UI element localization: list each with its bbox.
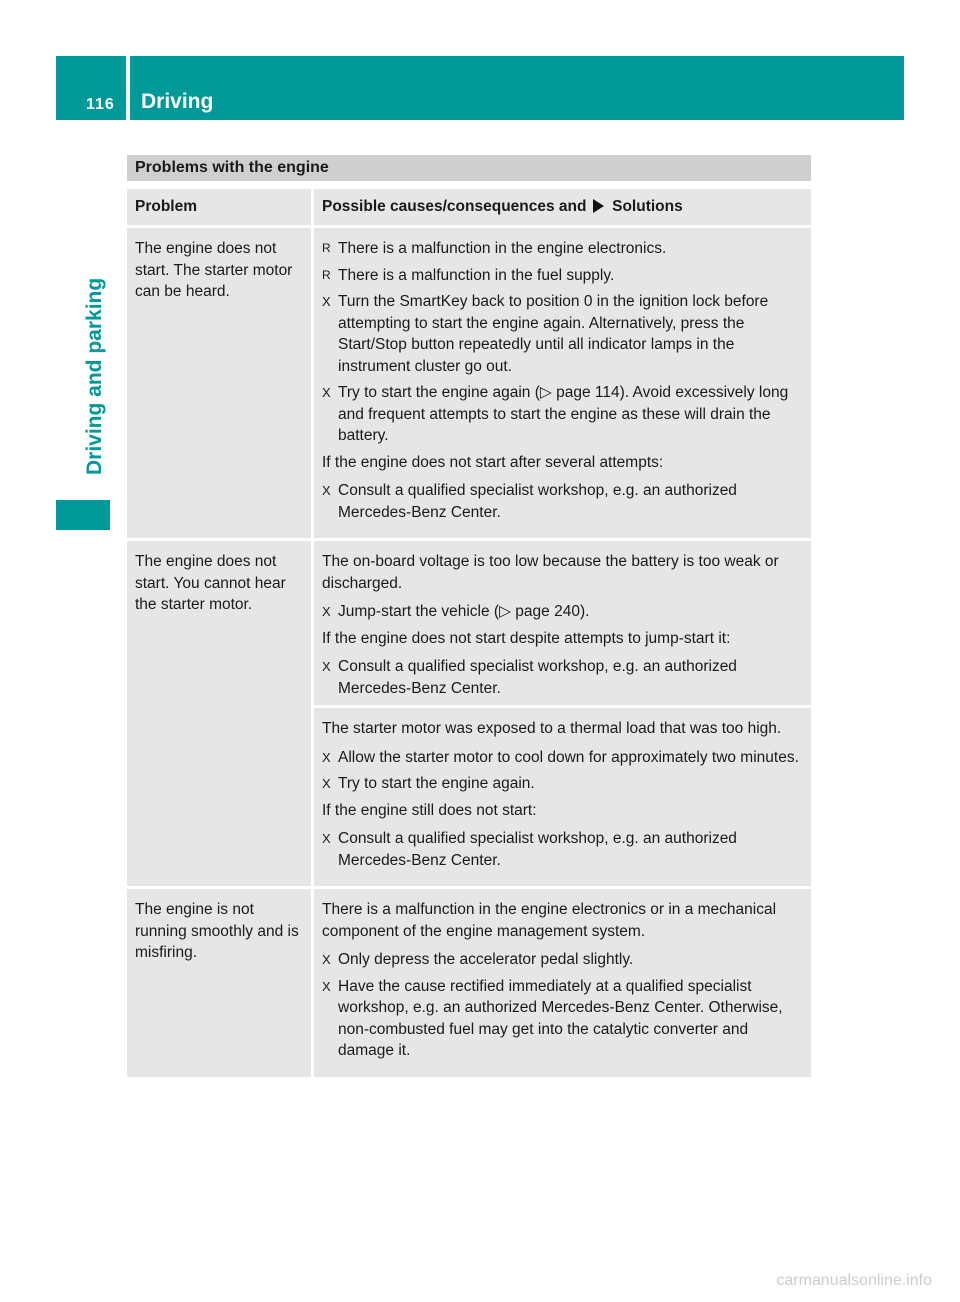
header-problem: Problem xyxy=(127,189,311,225)
action-icon: X xyxy=(322,604,331,619)
problems-table xyxy=(127,155,811,1077)
side-tab-label: Driving and parking xyxy=(83,277,106,475)
problem-cell: The engine does not start. You cannot hear the starter motor. xyxy=(127,541,311,886)
header-solution-end: Solutions xyxy=(612,198,683,215)
side-tab-block xyxy=(56,500,110,530)
action-icon: X xyxy=(322,978,331,994)
item-text: Turn the SmartKey back to position 0 in the ignition lock before attempting to start the engine again. Alternatively, press the Start/Stop button repeatedly until all indicator lamps in the instrument cluster go out. xyxy=(338,293,769,375)
action-icon: X xyxy=(322,776,331,791)
table-title: Problems with the engine xyxy=(127,155,811,181)
action-item xyxy=(322,773,805,795)
item-text: Try to start the engine again. xyxy=(338,775,535,792)
item-text: Jump-start the vehicle (▷ page 240). xyxy=(338,603,590,620)
table-row xyxy=(127,541,811,886)
action-icon: X xyxy=(322,831,331,846)
action-icon: X xyxy=(322,385,331,400)
page-number: 116 xyxy=(86,96,115,113)
solution-cell xyxy=(314,228,811,538)
problem-cell: The engine is not running smoothly and is misfiring. xyxy=(127,889,311,1077)
action-item xyxy=(322,828,805,871)
action-icon: X xyxy=(322,952,331,967)
item-text: There is a malfunction in the fuel supply. xyxy=(338,266,615,284)
action-item xyxy=(322,291,805,377)
action-item xyxy=(322,656,805,699)
paragraph: If the engine does not start after several attempts: xyxy=(322,453,664,471)
table-header-row xyxy=(127,189,811,225)
paragraph: If the engine does not start despite attempts to jump-start it: xyxy=(322,629,731,647)
item-text: Only depress the accelerator pedal slightly. xyxy=(338,951,634,968)
item-text: Consult a qualified specialist workshop, e.g. an authorized Mercedes-Benz Center. xyxy=(338,482,737,521)
paragraph: If the engine still does not start: xyxy=(322,801,537,819)
action-item xyxy=(322,480,805,523)
paragraph: The starter motor was exposed to a thermal load that was too high. xyxy=(322,720,782,737)
chapter-title: Driving xyxy=(141,90,214,113)
list-item xyxy=(322,265,805,287)
item-text: Have the cause rectified immediately at a qualified specialist workshop, e.g. an authorized Mercedes-Benz Center. Otherwise, non-combusted fuel may get into the catalytic converter and damage it. xyxy=(338,977,783,1059)
problem-cell: The engine does not start. The starter motor can be heard. xyxy=(127,228,311,538)
list-item xyxy=(322,238,805,260)
watermark: carmanualsonline.info xyxy=(776,1272,932,1289)
item-text: Try to start the engine again (▷ page 114). Avoid excessively long and frequent attempts to start the engine as these will drain the battery. xyxy=(338,384,789,444)
action-item xyxy=(322,976,805,1062)
action-icon: X xyxy=(322,294,331,309)
bullet-icon: R xyxy=(322,267,331,282)
action-icon: X xyxy=(322,659,331,674)
table-row xyxy=(127,228,811,538)
action-item xyxy=(322,601,805,623)
header-divider xyxy=(126,56,130,120)
solution-cell xyxy=(314,541,811,886)
page-number-box xyxy=(56,56,126,120)
action-item xyxy=(322,382,805,447)
action-icon: X xyxy=(322,483,331,498)
action-arrow-icon xyxy=(593,199,604,213)
paragraph: The on-board voltage is too low because the battery is too weak or discharged. xyxy=(322,553,779,592)
table-row xyxy=(127,889,811,1077)
solution-subsection xyxy=(314,705,811,871)
item-text: Allow the starter motor to cool down for approximately two minutes. xyxy=(338,748,799,766)
item-text: Consult a qualified specialist workshop, e.g. an authorized Mercedes-Benz Center. xyxy=(338,658,737,697)
solution-cell xyxy=(314,889,811,1077)
bullet-icon: R xyxy=(322,241,331,255)
item-text: Consult a qualified specialist workshop, e.g. an authorized Mercedes-Benz Center. xyxy=(338,830,737,869)
paragraph: There is a malfunction in the engine electronics or in a mechanical component of the engine management system. xyxy=(322,901,777,940)
item-text: There is a malfunction in the engine electronics. xyxy=(338,240,667,257)
page-header xyxy=(56,56,904,120)
header-solution-text: Possible causes/consequences and xyxy=(322,198,587,215)
header-solution xyxy=(314,189,811,225)
action-icon: X xyxy=(322,749,331,765)
action-item xyxy=(322,949,805,971)
action-item xyxy=(322,747,805,769)
